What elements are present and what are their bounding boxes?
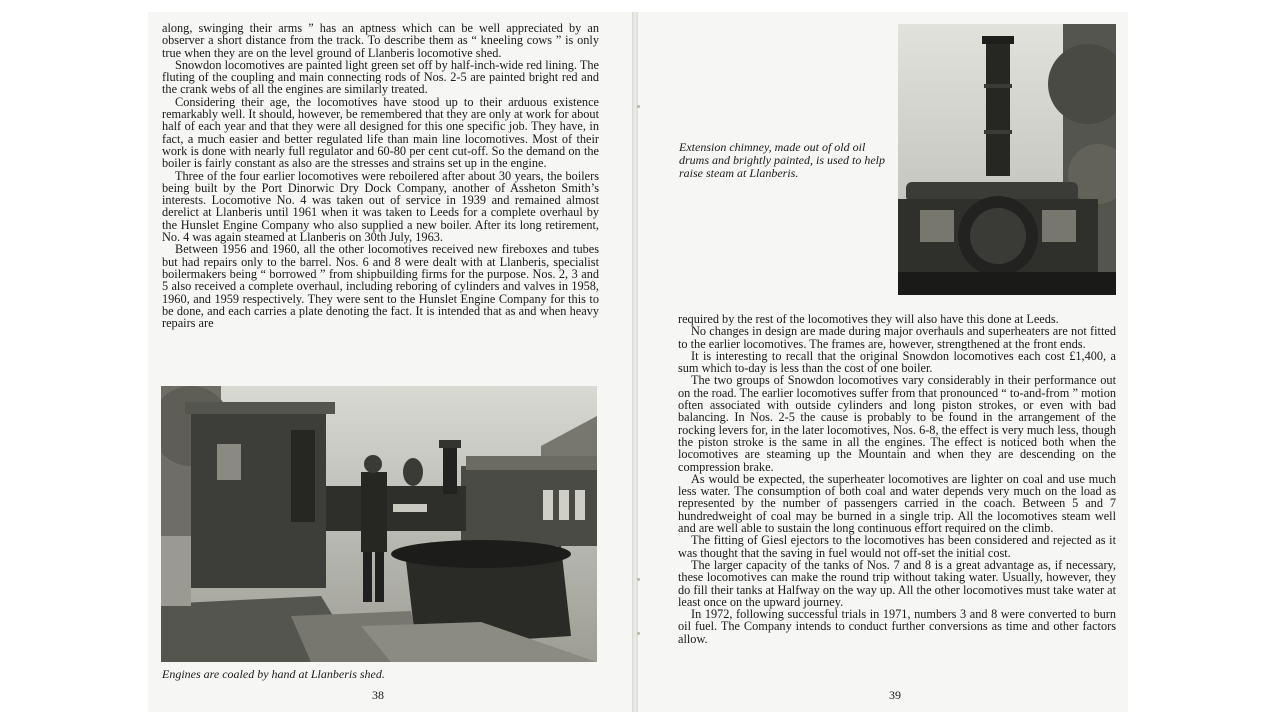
margin-mark (637, 105, 640, 108)
left-paragraph: Considering their age, the locomotives have stood up to their arduous existence remarkably well. It should, however, be remembered that they are only at work for about half of each year and that they were all designed for this one specific job. They have, in fact, a much easier and better regulated life than main line locomotives. Most of their work is done with nearly full regulator and 60-80 per cent cut-off. So the demand on the boiler is fairly constant as also are the stresses and strains set up in the engine. (162, 94, 599, 171)
coaling-photo-caption: Engines are coaled by hand at Llanberis shed. (162, 667, 385, 681)
right-paragraph: No changes in design are made during major overhauls and superheaters are not fitted to the earlier locomotives. The frames are, however, strengthened at the front ends. (678, 324, 1116, 351)
right-paragraph: In 1972, following successful trials in 1971, numbers 3 and 8 were converted to burn oil fuel. The Company intends to conduct further conversions as time and other factors allow. (678, 607, 1116, 646)
left-paragraph: Between 1956 and 1960, all the other locomotives received new fireboxes and tubes but had repairs only to the barrel. Nos. 6 and 8 were dealt with at Llanberis, specialist boilermakers being “ borrowed ” from shipbuilding firms for the purpose. Nos. 2, 3 and 5 also received a complete overhaul, including reboring of cylinders and valves in 1958, 1960, and 1959 respectively. They were sent to the Hunslet Engine Company for this to be done, and each carries a plate denoting the fact. It is intended that as and when heavy repairs are (162, 242, 599, 331)
chimney-photo-illustration (898, 24, 1116, 295)
chimney-photo (898, 24, 1116, 295)
right-paragraph: The larger capacity of the tanks of Nos. 7 and 8 is a great advantage as, if necessary, these locomotives can make the round trip without taking water. Usually, however, they do fill their tanks at Halfway on the way up. All the other locomotives must take water at least once on the upward journey. (678, 557, 1116, 609)
chimney-photo-caption: Extension chimney, made out of old oil drums and brightly painted, is used to help raise steam at Llanberis. (679, 140, 885, 180)
left-page-text (162, 22, 599, 329)
left-paragraph: along, swinging their arms ” has an aptness which can be well appreciated by an observer a short distance from the track. To describe them as “ kneeling cows ” is only true when they are on the level ground of Llanberis locomotive shed. (162, 21, 599, 60)
right-paragraph: It is interesting to recall that the original Snowdon locomotives each cost £1,400, a sum which to-day is less than the cost of one boiler. (678, 348, 1116, 376)
right-paragraph: required by the rest of the locomotives they will also have this done at Leeds. (678, 312, 1059, 326)
margin-mark (637, 632, 640, 635)
right-paragraph: The fitting of Giesl ejectors to the locomotives has been considered and rejected as it was thought that the saving in fuel would not off-set the initial cost. (678, 533, 1116, 560)
page-number-left: 38 (372, 688, 384, 702)
right-paragraph: As would be expected, the superheater locomotives are lighter on coal and use much less water. The consumption of both coal and water depends very much on the load as represented by the number of passengers carried in the coach. Between 5 and 7 hundredweight of coal may be burned in a single trip. All the locomotives steam well and are well able to sustain the long continuous effort required on the climb. (678, 471, 1116, 536)
left-paragraph: Snowdon locomotives are painted light green set off by half-inch-wide red lining. The fluting of the coupling and main connecting rods of Nos. 2-5 are painted bright red and the crank webs of all the engines are similarly treated. (162, 57, 599, 97)
page-number-right: 39 (889, 688, 901, 702)
coaling-photo (161, 386, 597, 662)
right-paragraph: The two groups of Snowdon locomotives vary considerably in their performance out on the road. The earlier locomotives suffer from that pronounced “ to-and-from ” motion often associated with outside cylinders and long piston strokes, or even with bad balancing. In Nos. 2-5 the cause is probably to be found in the arrangement of the rocking levers for, in the later locomotives, Nos. 6-8, the effect is very much less, though the piston stroke is the same in all the engines. The effect is noticed both when the locomotives are steaming up the Mountain and when they are descending on the compression brake. (678, 373, 1116, 474)
right-page-body (678, 313, 1116, 645)
coaling-photo-illustration (161, 386, 597, 662)
left-paragraph: Three of the four earlier locomotives were reboilered after about 30 years, the boilers being built by the Port Dinorwic Dry Dock Company, another of Assheton Smith’s interests. Locomotive No. 4 was taken out of service in 1939 and remained almost derelict at Llanberis until 1961 when it was taken to Leeds for a complete overhaul by the Hunslet Engine Company who also supplied a new boiler. After its long retirement, No. 4 was again steamed at Llanberis on 30th July, 1963. (162, 168, 599, 245)
margin-mark (637, 578, 640, 581)
left-page (148, 12, 632, 712)
